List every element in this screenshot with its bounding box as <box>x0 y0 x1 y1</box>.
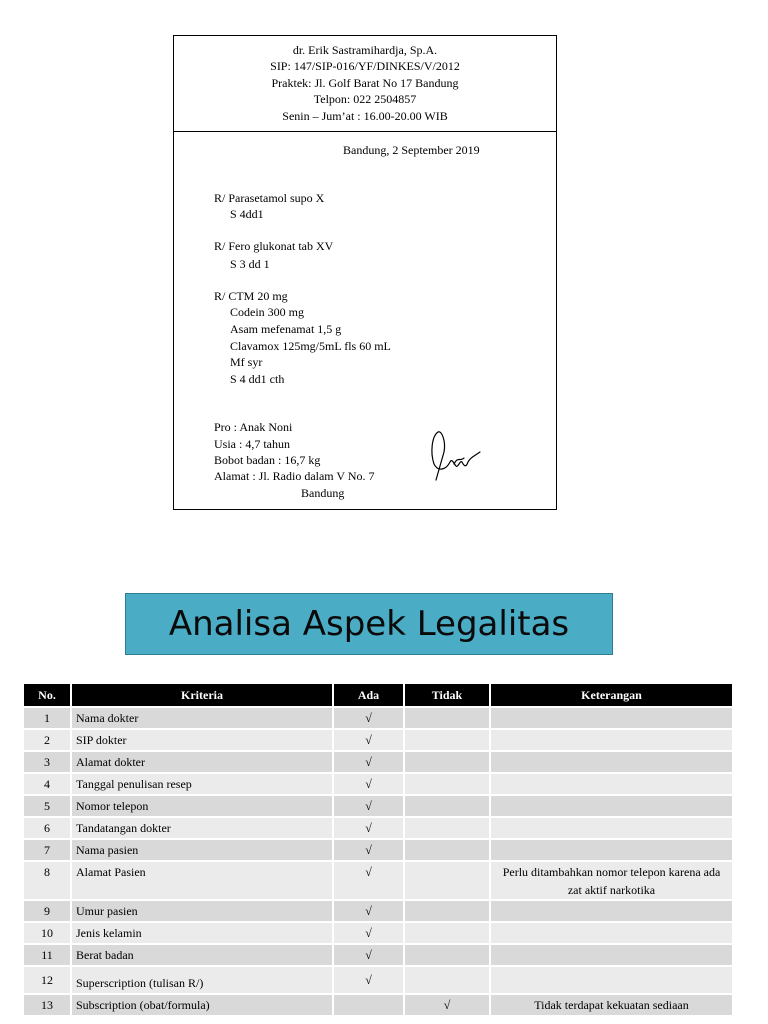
recipe-3-title: R/ CTM 20 mg <box>214 289 288 303</box>
cell-kriteria: Jenis kelamin <box>72 921 334 943</box>
cell-no: 10 <box>24 921 72 943</box>
cell-kriteria: Alamat Pasien <box>72 860 334 899</box>
cell-kriteria: SIP dokter <box>72 728 334 750</box>
cell-no: 12 <box>24 965 72 993</box>
cell-no: 4 <box>24 772 72 794</box>
cell-tidak <box>405 965 491 993</box>
cell-tidak <box>405 750 491 772</box>
table-row <box>24 965 732 993</box>
recipe-1-title: R/ Parasetamol supo X <box>214 191 325 205</box>
recipe-3-line: Mf syr <box>230 355 263 369</box>
doctor-signature <box>424 412 484 482</box>
cell-keterangan <box>491 838 732 860</box>
cell-ada: √ <box>334 728 405 750</box>
recipe-3-signa: S 4 dd1 cth <box>230 372 285 386</box>
cell-keterangan <box>491 750 732 772</box>
cell-no: 8 <box>24 860 72 899</box>
cell-keterangan: Perlu ditambahkan nomor telepon karena ada zat aktif narkotika <box>491 860 732 899</box>
column-header-kriteria: Kriteria <box>72 684 334 706</box>
cell-kriteria: Tanggal penulisan resep <box>72 772 334 794</box>
cell-keterangan <box>491 965 732 993</box>
cell-ada: √ <box>334 838 405 860</box>
cell-tidak <box>405 728 491 750</box>
table-row <box>24 860 732 899</box>
recipe-2-title: R/ Fero glukonat tab XV <box>214 239 334 253</box>
cell-tidak: √ <box>405 993 491 1015</box>
patient-weight: Bobot badan : 16,7 kg <box>214 453 321 467</box>
section-banner: Analisa Aspek Legalitas <box>125 593 613 655</box>
recipe-3-line: Asam mefenamat 1,5 g <box>230 322 342 336</box>
column-header-ada: Ada <box>334 684 405 706</box>
cell-keterangan <box>491 943 732 965</box>
cell-ada: √ <box>334 943 405 965</box>
cell-no: 9 <box>24 899 72 921</box>
cell-no: 2 <box>24 728 72 750</box>
table-row <box>24 728 732 750</box>
cell-kriteria: Alamat dokter <box>72 750 334 772</box>
practice-hours: Senin – Jum’at : 16.00-20.00 WIB <box>282 108 448 123</box>
cell-no: 13 <box>24 993 72 1015</box>
legality-table <box>24 684 732 1015</box>
table-row <box>24 816 732 838</box>
cell-keterangan <box>491 728 732 750</box>
cell-tidak <box>405 816 491 838</box>
cell-no: 1 <box>24 706 72 728</box>
cell-tidak <box>405 860 491 899</box>
cell-ada: √ <box>334 794 405 816</box>
cell-keterangan <box>491 816 732 838</box>
cell-kriteria: Superscription (tulisan R/) <box>72 965 334 993</box>
cell-ada: √ <box>334 921 405 943</box>
cell-no: 11 <box>24 943 72 965</box>
cell-kriteria: Berat badan <box>72 943 334 965</box>
table-row <box>24 921 732 943</box>
column-header-no: No. <box>24 684 72 706</box>
practice-phone: Telpon: 022 2504857 <box>313 92 417 107</box>
patient-name: Pro : Anak Noni <box>214 420 293 434</box>
cell-kriteria: Nama pasien <box>72 838 334 860</box>
cell-kriteria: Umur pasien <box>72 899 334 921</box>
cell-kriteria: Subscription (obat/formula) <box>72 993 334 1015</box>
cell-ada: √ <box>334 965 405 993</box>
column-header-tidak: Tidak <box>405 684 491 706</box>
patient-address: Alamat : Jl. Radio dalam V No. 7 <box>214 469 375 483</box>
cell-keterangan <box>491 921 732 943</box>
cell-ada: √ <box>334 750 405 772</box>
cell-ada <box>334 993 405 1015</box>
patient-age: Usia : 4,7 tahun <box>214 437 290 451</box>
doctor-name: dr. Erik Sastramihardja, Sp.A. <box>292 43 438 57</box>
cell-keterangan <box>491 899 732 921</box>
cell-tidak <box>405 899 491 921</box>
cell-kriteria: Tandatangan dokter <box>72 816 334 838</box>
table-row <box>24 772 732 794</box>
cell-no: 3 <box>24 750 72 772</box>
cell-tidak <box>405 838 491 860</box>
cell-keterangan <box>491 794 732 816</box>
prescription-date: Bandung, 2 September 2019 <box>343 143 480 157</box>
table-row <box>24 750 732 772</box>
cell-ada: √ <box>334 860 405 899</box>
cell-keterangan <box>491 772 732 794</box>
cell-ada: √ <box>334 706 405 728</box>
cell-ada: √ <box>334 772 405 794</box>
cell-tidak <box>405 772 491 794</box>
cell-no: 6 <box>24 816 72 838</box>
table-header-row <box>24 684 732 706</box>
recipe-3-line: Clavamox 125mg/5mL fls 60 mL <box>230 339 391 353</box>
cell-keterangan <box>491 706 732 728</box>
practice-address: Praktek: Jl. Golf Barat No 17 Bandung <box>271 75 459 90</box>
cell-kriteria: Nomor telepon <box>72 794 334 816</box>
column-header-keterangan: Keterangan <box>491 684 732 706</box>
prescription-card <box>173 35 557 510</box>
table-row <box>24 943 732 965</box>
table-row <box>24 899 732 921</box>
cell-tidak <box>405 706 491 728</box>
table-row <box>24 838 732 860</box>
recipe-1-signa: S 4dd1 <box>230 207 264 221</box>
table-row <box>24 794 732 816</box>
cell-tidak <box>405 921 491 943</box>
patient-address-city: Bandung <box>301 486 345 500</box>
cell-keterangan: Tidak terdapat kekuatan sediaan <box>491 993 732 1015</box>
recipe-2-signa: S 3 dd 1 <box>230 257 270 271</box>
cell-no: 7 <box>24 838 72 860</box>
doctor-sip: SIP: 147/SIP-016/YF/DINKES/V/2012 <box>270 59 460 74</box>
cell-tidak <box>405 943 491 965</box>
table-row <box>24 993 732 1015</box>
cell-ada: √ <box>334 899 405 921</box>
cell-no: 5 <box>24 794 72 816</box>
cell-tidak <box>405 794 491 816</box>
cell-kriteria: Nama dokter <box>72 706 334 728</box>
table-row <box>24 706 732 728</box>
prescription-header <box>174 36 556 132</box>
recipe-3-line: Codein 300 mg <box>230 305 304 319</box>
cell-ada: √ <box>334 816 405 838</box>
